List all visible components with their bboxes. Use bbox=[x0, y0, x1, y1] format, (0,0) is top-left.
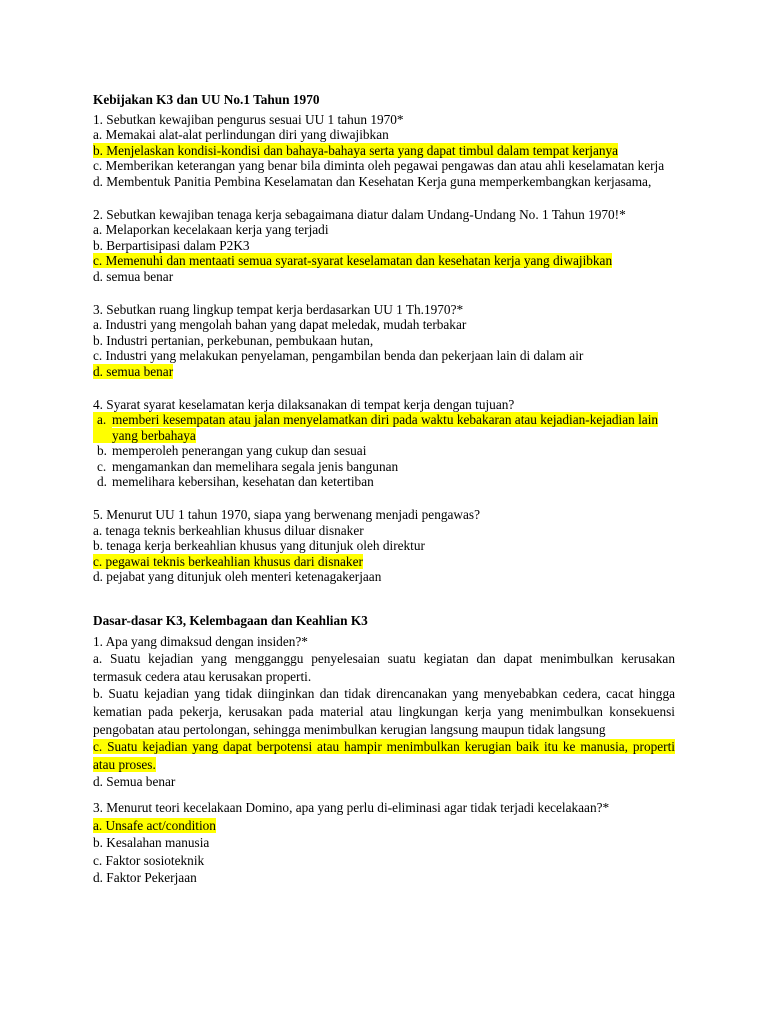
option-c bbox=[93, 554, 675, 570]
option-d: d. Semua benar bbox=[93, 774, 176, 790]
document-content bbox=[93, 92, 675, 887]
option-b bbox=[93, 143, 675, 159]
answer-highlight: c. Memenuhi dan mentaati semua syarat-syarat keselamatan dan kesehatan kerja yang diwajibkan bbox=[93, 253, 613, 269]
question-text: 3. Sebutkan ruang lingkup tempat kerja berdasarkan UU 1 Th.1970?* bbox=[93, 301, 464, 317]
option-c: c. Memberikan keterangan yang benar bila diminta oleh pegawai pengawas dan atau ahli keselamatan kerja bbox=[93, 158, 665, 174]
answer-highlight: d. semua benar bbox=[93, 363, 174, 379]
option-a: a. Suatu kejadian yang mengganggu penyelesaian suatu kegiatan dan dapat menimbulkan kerusakan termasuk cedera atau kerusakan properti. bbox=[93, 651, 675, 684]
option-a: a. tenaga teknis berkeahlian khusus diluar disnaker bbox=[93, 522, 364, 538]
question-text: 4. Syarat syarat keselamatan kerja dilaksanakan di tempat kerja dengan tujuan? bbox=[93, 396, 515, 412]
option-c bbox=[93, 253, 675, 269]
option-a bbox=[93, 817, 675, 835]
answer-highlight: memberi kesempatan atau jalan menyelamatkan diri pada waktu kebakaran atau kejadian-kejadian lain yang berbahaya bbox=[112, 412, 659, 443]
option-a: a. Melaporkan kecelakaan kerja yang terjadi bbox=[93, 222, 329, 238]
answer-highlight: c. Suatu kejadian yang dapat berpotensi atau hampir menimbulkan kerugian baik itu ke manusia, properti atau proses. bbox=[93, 739, 675, 772]
option-d: d. pejabat yang ditunjuk oleh menteri ketenagakerjaan bbox=[93, 569, 382, 585]
option-a: a. Industri yang mengolah bahan yang dapat meledak, mudah terbakar bbox=[93, 317, 467, 333]
answer-highlight: c. pegawai teknis berkeahlian khusus dari disnaker bbox=[93, 553, 363, 569]
answer-highlight: b. Menjelaskan kondisi-kondisi dan bahaya-bahaya serta yang dapat timbul dalam tempat kerjanya bbox=[93, 142, 619, 158]
option-text: memperoleh penerangan yang cukup dan sesuai bbox=[112, 443, 367, 459]
option-b bbox=[93, 443, 675, 459]
option-letter: d. bbox=[97, 474, 107, 490]
question-text: 2. Sebutkan kewajiban tenaga kerja sebagaimana diatur dalam Undang-Undang No. 1 Tahun 1970!* bbox=[93, 206, 626, 222]
section-heading: Kebijakan K3 dan UU No.1 Tahun 1970 bbox=[93, 92, 320, 107]
answer-highlight: a. Unsafe act/condition bbox=[93, 817, 216, 833]
option-c bbox=[93, 738, 675, 773]
option-b: b. Industri pertanian, perkebunan, pembukaan hutan, bbox=[93, 332, 374, 348]
section-heading: Dasar-dasar K3, Kelembagaan dan Keahlian K3 bbox=[93, 613, 368, 629]
option-letter: c. bbox=[97, 458, 107, 474]
option-b: b. tenaga kerja berkeahlian khusus yang ditunjuk oleh direktur bbox=[93, 538, 425, 554]
option-text: mengamankan dan memelihara segala jenis bangunan bbox=[112, 458, 399, 474]
question-text: 5. Menurut UU 1 tahun 1970, siapa yang berwenang menjadi pengawas? bbox=[93, 507, 480, 523]
option-letter: b. bbox=[97, 443, 107, 459]
option-d bbox=[93, 364, 675, 380]
option-d bbox=[93, 474, 675, 490]
question-text: 1. Sebutkan kewajiban pengurus sesuai UU 1 tahun 1970* bbox=[93, 111, 404, 127]
option-b: b. Kesalahan manusia bbox=[93, 835, 210, 851]
option-c bbox=[93, 459, 675, 475]
option-d: d. semua benar bbox=[93, 268, 174, 284]
option-a: a. Memakai alat-alat perlindungan diri yang diwajibkan bbox=[93, 127, 389, 143]
option-a bbox=[93, 412, 675, 443]
option-letter: a. bbox=[93, 412, 112, 443]
option-c: c. Industri yang melakukan penyelaman, pengambilan benda dan pekerjaan lain di dalam air bbox=[93, 348, 584, 364]
option-b: b. Berpartisipasi dalam P2K3 bbox=[93, 237, 250, 253]
question-text: 1. Apa yang dimaksud dengan insiden?* bbox=[93, 633, 308, 649]
section-2 bbox=[93, 613, 675, 887]
option-d: d. Faktor Pekerjaan bbox=[93, 870, 197, 886]
option-b: b. Suatu kejadian yang tidak diinginkan dan tidak direncanakan yang menyebabkan cedera, cacat hingga kematian pada pekerja, kerusakan pada material atau lingkungan kerja yang menimbulkan konsekuensi pengobatan atau pertolongan, sehingga menimbulkan kerugian langsung maupun tidak langsung bbox=[93, 686, 675, 737]
option-text: memelihara kebersihan, kesehatan dan ketertiban bbox=[112, 474, 374, 490]
option-d: d. Membentuk Panitia Pembina Keselamatan dan Kesehatan Kerja guna memperkembangkan kerjasama, bbox=[93, 173, 652, 189]
option-c: c. Faktor sosioteknik bbox=[93, 852, 205, 868]
question-text: 3. Menurut teori kecelakaan Domino, apa yang perlu di-eliminasi agar tidak terjadi kecelakaan?* bbox=[93, 799, 610, 815]
